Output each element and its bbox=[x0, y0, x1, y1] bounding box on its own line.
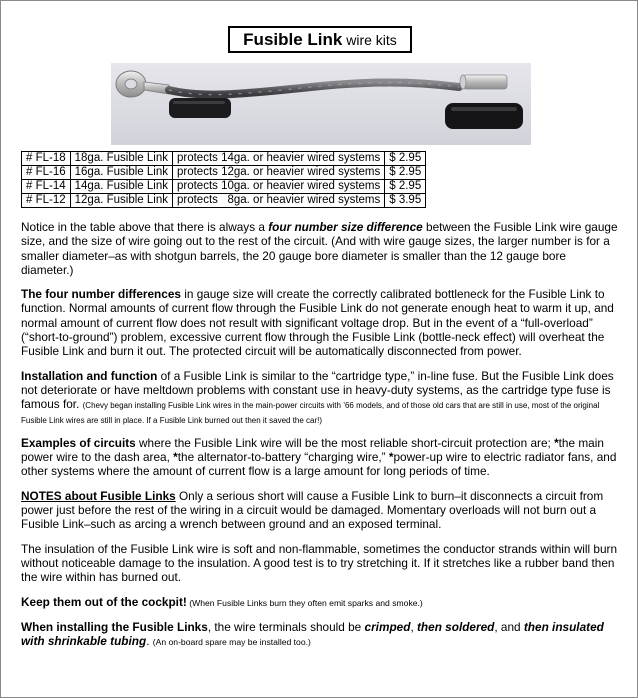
gauge: 14ga. Fusible Link bbox=[70, 180, 172, 194]
table-row bbox=[22, 152, 426, 166]
table-row bbox=[22, 166, 426, 180]
gauge: 12ga. Fusible Link bbox=[70, 194, 172, 208]
text: , the wire terminals should be bbox=[207, 619, 365, 634]
emphasis: then insulated with shrinkable tubing bbox=[21, 619, 604, 649]
protects: protects 10ga. or heavier wired systems bbox=[172, 180, 384, 194]
paragraph-notes bbox=[21, 489, 621, 532]
butt-connector-icon bbox=[460, 75, 507, 89]
lead-in: Installation and function bbox=[21, 368, 158, 383]
text: , and bbox=[494, 619, 524, 634]
paragraph-cockpit bbox=[21, 595, 621, 610]
lead-in: NOTES about Fusible Links bbox=[21, 488, 176, 503]
paragraph-installation bbox=[21, 369, 621, 426]
kits-table bbox=[21, 151, 426, 208]
part-number: # FL-14 bbox=[22, 180, 71, 194]
text: between the Fusible Link wire gauge size, and the size of wire going out to the rest of the circuit. (And with wire gauge sizes, the larger number is for a smaller diameter–as with shotgun barrels, the 20 gauge bore diameter is smaller than the 12 gauge bore diameter.) bbox=[21, 220, 618, 277]
text: . bbox=[146, 634, 153, 649]
small-note: (Chevy began installing Fusible Link wires in the main-power circuits with ’66 models, and of those old cars that are still in use, most of the original Fusible Link wires are still in place. If a Fusible Link burned out then it saved the car!) bbox=[21, 401, 600, 425]
protects: protects 8ga. or heavier wired systems bbox=[172, 194, 384, 208]
price: $ 2.95 bbox=[385, 166, 426, 180]
part-number: # FL-12 bbox=[22, 194, 71, 208]
lead-in: When installing the Fusible Links bbox=[21, 619, 208, 634]
text: the main power wire to the dash area, bbox=[21, 435, 604, 465]
text: , bbox=[410, 619, 417, 634]
emphasis: four number size difference bbox=[268, 220, 423, 234]
text: of a Fusible Link is similar to the “cartridge type,” in-line fuse. But the Fusible Link does not deteriorate or have meltdown problems with constant use in heavy-duty systems, as the cartridge type fuse is famous for. bbox=[21, 368, 614, 412]
table-row bbox=[22, 180, 426, 194]
price: $ 2.95 bbox=[385, 152, 426, 166]
text: Notice in the table above that there is always a bbox=[21, 220, 269, 234]
text: power-up wire to electric radiator fans, and other systems where the amount of current flow is a large amount for long periods of time. bbox=[21, 450, 617, 479]
paragraph-size-difference bbox=[21, 220, 621, 277]
small-note: (An on-board spare may be installed too.) bbox=[152, 637, 311, 648]
paragraph-insulation: The insulation of the Fusible Link wire is soft and non-flammable, sometimes the conductor strands within will burn without noticeable damage to the insulation. A good test is to try stretching it. If it stretches like a rubber band then the wire within has burned out. bbox=[21, 541, 618, 585]
gauge: 16ga. Fusible Link bbox=[70, 166, 172, 180]
title-rest: wire kits bbox=[342, 32, 397, 48]
gauge: 18ga. Fusible Link bbox=[70, 152, 172, 166]
protects: protects 14ga. or heavier wired systems bbox=[172, 152, 384, 166]
lead-in: Examples of circuits bbox=[21, 435, 136, 450]
part-number: # FL-18 bbox=[22, 152, 71, 166]
text: in gauge size will create the correctly calibrated bottleneck for the Fusible Link to function. Normal amounts of current flow through the Fusible Link do not generate enough heat to warm it up, and normal amount of current flow does not result with significant voltage drop. But in the event of a “full-overload” (“short-to-ground”) problem, excessive current flow through the Fusible Link (bottle-neck effect) will overheat the Fusible Link and burn it out. The protected circuit will be automatically disconnected from power. bbox=[21, 287, 614, 359]
paragraph-examples bbox=[21, 436, 621, 479]
part-number: # FL-16 bbox=[22, 166, 71, 180]
paragraph-four-number-differences bbox=[21, 287, 621, 358]
asterisk: * bbox=[554, 435, 559, 450]
price: $ 2.95 bbox=[385, 180, 426, 194]
asterisk: * bbox=[388, 450, 394, 465]
emphasis: then soldered bbox=[417, 619, 495, 634]
text: where the Fusible Link wire will be the most reliable short-circuit protection are; bbox=[135, 435, 555, 450]
lead-in: Keep them out of the cockpit! bbox=[21, 594, 187, 609]
asterisk: * bbox=[173, 450, 178, 465]
paragraph-installing bbox=[21, 620, 621, 650]
table-row bbox=[22, 194, 426, 208]
fusible-link-photo bbox=[111, 63, 531, 145]
protects: protects 12ga. or heavier wired systems bbox=[172, 166, 384, 180]
text: the alternator-to-battery “charging wire,” bbox=[177, 450, 389, 465]
price: $ 3.95 bbox=[385, 194, 426, 208]
text: Only a serious short will cause a Fusible Link to burn–it disconnects a circuit from power just before the rest of the wiring in a circuit would be damaged. Momentary overloads will not burn out a Fusible Link–such as arcing a wrench between ground and an exposed terminal. bbox=[21, 488, 604, 532]
body-text bbox=[21, 220, 621, 659]
shrink-tube-large-icon bbox=[445, 103, 523, 129]
emphasis: crimped bbox=[364, 619, 411, 634]
small-note: (When Fusible Links burn they often emit sparks and smoke.) bbox=[186, 597, 423, 608]
page-title bbox=[228, 26, 412, 53]
lead-in: The four number differences bbox=[21, 287, 181, 302]
title-bold: Fusible Link bbox=[243, 30, 343, 49]
